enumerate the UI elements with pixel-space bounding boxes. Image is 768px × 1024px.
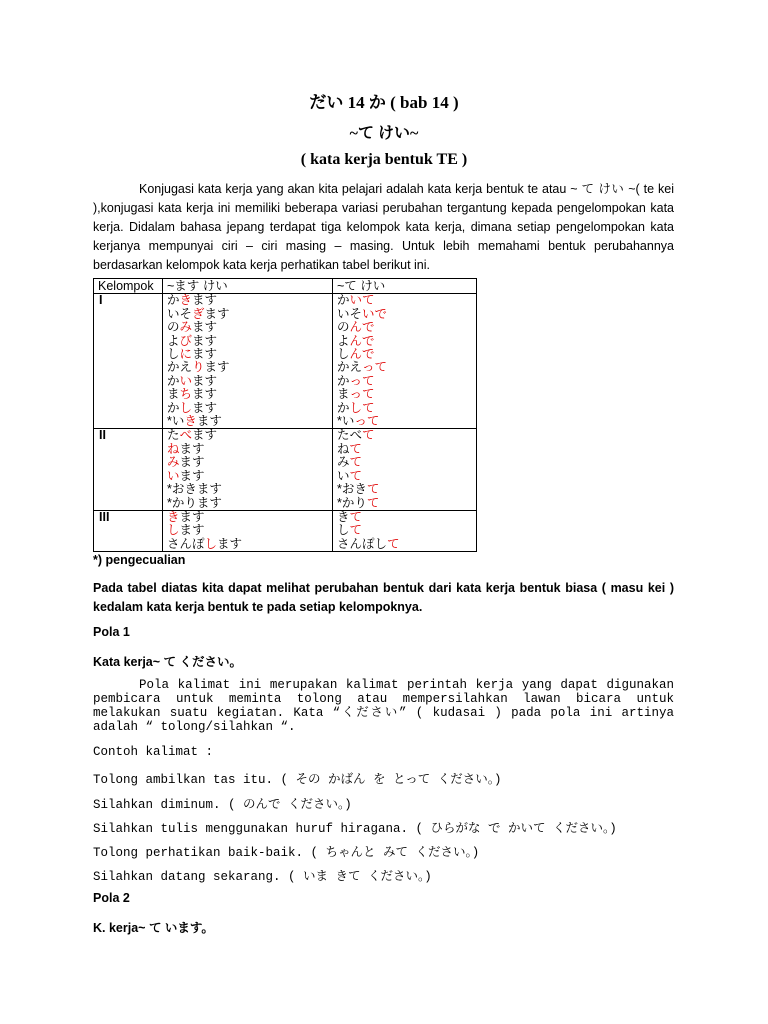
te-changed: って	[349, 373, 375, 388]
te-stem: ま	[337, 387, 350, 402]
table-header-text: Kelompok	[98, 279, 154, 293]
group-label-cell	[94, 294, 163, 429]
masu-changed: し	[204, 536, 218, 551]
pola1-pattern: Kata kerja~ て ください。	[93, 655, 243, 669]
masu-form-cell	[163, 510, 333, 551]
masu-changed: ね	[167, 441, 180, 456]
table-group-row	[94, 429, 477, 510]
te-form	[337, 443, 476, 456]
te-changed: いで	[362, 306, 388, 321]
intro-text: Konjugasi kata kerja yang akan kita pelajari adalah kata kerja bentuk te atau ~ て けい ~( te kei ),konjugasi kata kerja ini memiliki beberapa variasi perubahan tergantung kepada pengelompokan kata kerja. Didalam bahasa jepang terdapat tiga kelompok kata kerja, dimana setiap pengelompokan kata kerjanya mempunyai ciri – ciri masing – masing. Untuk lebih memahami bentuk perubahannya berdasarkan kelompok kata kerja perhatikan tabel berikut ini.	[93, 182, 674, 272]
masu-ending: ます	[204, 360, 230, 375]
masu-ending: ます	[196, 414, 222, 429]
masu-form	[167, 524, 332, 537]
masu-stem: か	[167, 373, 180, 388]
pola2-heading: Pola 2	[93, 891, 130, 905]
masu-ending: ます	[217, 536, 243, 551]
example-5: Silahkan datang sekarang. ( いま きて ください。)	[93, 870, 432, 884]
te-form	[337, 335, 476, 348]
te-stem: よ	[337, 333, 350, 348]
te-form-cell	[333, 510, 477, 551]
masu-form	[167, 443, 332, 456]
masu-changed: ち	[179, 387, 193, 402]
summary-paragraph: Pada tabel diatas kita dapat melihat perubahan bentuk dari kata kerja bentuk biasa ( masu kei ) kedalam kata kerja bentuk te pada setiap kelompoknya.	[93, 581, 674, 614]
te-form	[337, 361, 476, 374]
pola1-heading: Pola 1	[93, 625, 130, 639]
pola2-pattern: K. kerja~ て います。	[93, 921, 214, 935]
te-changed: て	[387, 536, 400, 551]
masu-ending: ます	[192, 333, 218, 348]
masu-ending: ます	[179, 455, 205, 470]
te-form	[337, 348, 476, 361]
masu-stem: か	[167, 400, 180, 415]
masu-changed: に	[179, 347, 193, 362]
intro-paragraph	[93, 180, 674, 275]
te-form	[337, 415, 476, 428]
masu-form	[167, 308, 332, 321]
masu-changed: り	[192, 360, 205, 375]
masu-stem: か	[167, 293, 180, 308]
pola1-explanation	[93, 678, 674, 734]
te-stem: か	[337, 373, 350, 388]
te-stem: たべ	[337, 428, 363, 443]
masu-changed: き	[167, 509, 180, 524]
te-stem: か	[337, 293, 350, 308]
te-changed: んで	[349, 347, 375, 362]
te-changed: て	[366, 495, 380, 510]
te-changed: んで	[349, 320, 375, 335]
table-group-row	[94, 510, 477, 551]
masu-form-cell	[163, 294, 333, 429]
te-form	[337, 524, 476, 537]
masu-stem: た	[167, 428, 180, 443]
te-form	[337, 538, 476, 551]
group-label-cell	[94, 429, 163, 510]
masu-stem: かえ	[167, 360, 193, 375]
conjugation-table	[93, 278, 477, 552]
te-stem: かえ	[337, 360, 363, 375]
group-label: II	[99, 428, 106, 443]
te-form-cell	[333, 429, 477, 510]
masu-changed: び	[179, 333, 193, 348]
te-form	[337, 388, 476, 401]
te-stem: *い	[337, 414, 355, 429]
te-form-cell	[333, 294, 477, 429]
group-label: III	[99, 509, 110, 524]
te-form	[337, 456, 476, 469]
masu-stem: さんぽ	[167, 536, 205, 551]
te-form	[337, 294, 476, 307]
masu-changed: き	[184, 414, 197, 429]
masu-form	[167, 483, 332, 496]
masu-ending: ます	[192, 293, 218, 308]
te-form	[337, 402, 476, 415]
masu-form	[167, 361, 332, 374]
page-title: だい 14 か ( bab 14 )	[309, 93, 459, 112]
te-changed: て	[362, 428, 375, 443]
table-header-text: ~て けい	[337, 279, 386, 293]
te-changed: って	[354, 414, 380, 429]
example-4: Tolong perhatikan baik-baik. ( ちゃんと みて ください。)	[93, 846, 480, 860]
group-label: I	[99, 293, 103, 308]
table-header-cell	[333, 279, 477, 294]
masu-changed: み	[167, 455, 180, 470]
te-stem: ね	[337, 441, 350, 456]
masu-ending: ます	[179, 509, 205, 524]
masu-form	[167, 470, 332, 483]
te-stem: し	[337, 347, 350, 362]
masu-stem: し	[167, 347, 180, 362]
masu-changed: い	[179, 373, 193, 388]
te-form	[337, 511, 476, 524]
te-stem: いそ	[337, 306, 363, 321]
example-1: Tolong ambilkan tas itu. ( その かばん を とって ください。)	[93, 773, 502, 787]
te-changed: て	[366, 482, 380, 497]
table-header-text: ~ます けい	[167, 279, 228, 293]
masu-form	[167, 335, 332, 348]
masu-stem: いそ	[167, 306, 193, 321]
masu-stem: *い	[167, 414, 185, 429]
masu-ending: ます	[179, 441, 205, 456]
te-form	[337, 429, 476, 442]
page-subtitle: ~て けい~	[349, 125, 419, 142]
te-stem: し	[337, 523, 350, 538]
masu-form	[167, 348, 332, 361]
masu-ending: ます	[179, 468, 205, 483]
te-form	[337, 470, 476, 483]
masu-stem: ま	[167, 387, 180, 402]
masu-ending: ます	[204, 306, 230, 321]
te-stem: き	[337, 509, 350, 524]
te-stem: *かり	[337, 495, 367, 510]
masu-ending: ます	[192, 387, 218, 402]
masu-changed: い	[167, 468, 180, 483]
te-stem: さんぽし	[337, 536, 388, 551]
masu-ending: ます	[192, 320, 218, 335]
masu-form	[167, 415, 332, 428]
te-stem: み	[337, 455, 350, 470]
masu-changed: ぎ	[192, 306, 205, 321]
example-3: Silahkan tulis menggunakan huruf hiragana. ( ひらがな で かいて ください。)	[93, 822, 617, 836]
masu-ending: ます	[192, 428, 218, 443]
te-stem: *おき	[337, 482, 367, 497]
te-form	[337, 321, 476, 334]
masu-form	[167, 456, 332, 469]
table-header-cell	[94, 279, 163, 294]
te-changed: て	[349, 441, 362, 456]
te-changed: って	[362, 360, 388, 375]
te-changed: て	[349, 455, 363, 470]
te-stem: か	[337, 400, 350, 415]
te-changed: て	[349, 468, 363, 483]
masu-form	[167, 429, 332, 442]
te-form	[337, 497, 476, 510]
masu-form	[167, 294, 332, 307]
te-changed: いて	[349, 293, 375, 308]
masu-form	[167, 321, 332, 334]
masu-changed: べ	[179, 428, 193, 443]
footnote: *) pengecualian	[93, 553, 186, 567]
masu-form	[167, 388, 332, 401]
te-changed: って	[349, 387, 375, 402]
masu-form	[167, 511, 332, 524]
example-2: Silahkan diminum. ( のんで ください。)	[93, 798, 352, 812]
pola1-explanation-text: Pola kalimat ini merupakan kalimat perintah kerja yang dapat digunakan pembicara untuk meminta tolong atau mempersilahkan lawan bicara untuk melakukan suatu kegiatan. Kata “ください” ( kudasai ) pada pola ini artinya adalah “ tolong/silahkan “.	[93, 678, 674, 734]
masu-form	[167, 538, 332, 551]
masu-form	[167, 402, 332, 415]
masu-form-cell	[163, 429, 333, 510]
masu-ending: ます	[179, 523, 205, 538]
masu-form	[167, 497, 332, 510]
te-changed: んで	[349, 333, 375, 348]
masu-ending: ます	[192, 373, 218, 388]
page-subtitle-2: ( kata kerja bentuk TE )	[300, 151, 468, 168]
te-form	[337, 308, 476, 321]
te-stem: の	[337, 320, 350, 335]
table-header-row	[94, 279, 477, 294]
group-label-cell	[94, 510, 163, 551]
masu-changed: み	[179, 320, 193, 335]
te-changed: して	[349, 400, 375, 415]
table-group-row	[94, 294, 477, 429]
te-form	[337, 375, 476, 388]
masu-stem: *かります	[167, 495, 222, 510]
masu-changed: し	[167, 523, 180, 538]
te-changed: て	[349, 509, 363, 524]
masu-stem: *おきます	[167, 482, 222, 497]
table-header-cell	[163, 279, 333, 294]
te-stem: い	[337, 468, 350, 483]
examples-label: Contoh kalimat :	[93, 745, 214, 759]
masu-ending: ます	[192, 400, 218, 415]
masu-stem: の	[167, 320, 180, 335]
te-changed: て	[349, 523, 363, 538]
masu-changed: し	[179, 400, 193, 415]
te-form	[337, 483, 476, 496]
masu-stem: よ	[167, 333, 180, 348]
masu-changed: き	[179, 293, 193, 308]
masu-ending: ます	[192, 347, 218, 362]
masu-form	[167, 375, 332, 388]
